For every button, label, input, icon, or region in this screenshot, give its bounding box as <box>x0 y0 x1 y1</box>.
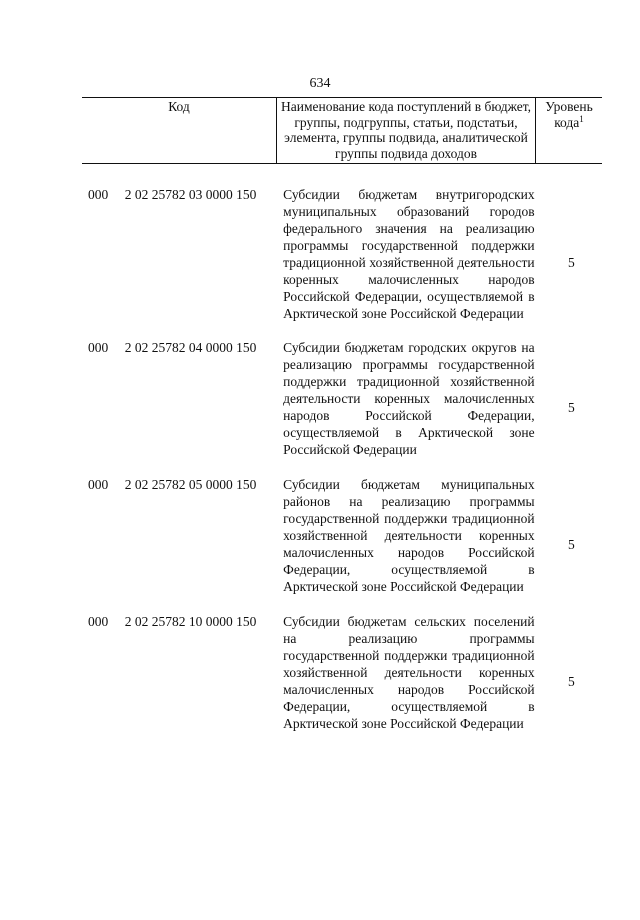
row-code: 2 02 25782 10 0000 150 <box>124 614 257 629</box>
row-level: 5 <box>567 537 575 552</box>
header-code: Код <box>82 98 277 164</box>
table-row <box>82 186 602 339</box>
table-row <box>82 339 602 476</box>
header-level-footnote: 1 <box>579 113 584 124</box>
row-code: 2 02 25782 05 0000 150 <box>124 477 257 492</box>
header-name: Наименование кода поступлений в бюджет, группы, подгруппы, статьи, подстатьи, элемента, группы подвида, аналитической группы подвида доходов <box>277 98 536 164</box>
header-level-label: Уровень кода <box>545 99 593 130</box>
row-code: 2 02 25782 04 0000 150 <box>124 340 257 355</box>
row-prefix: 000 <box>88 477 109 492</box>
row-prefix: 000 <box>88 340 109 355</box>
row-level: 5 <box>567 400 575 415</box>
row-prefix: 000 <box>88 187 109 202</box>
row-name: Субсидии бюджетам внутригородских муниципальных образований городов федерального значения на реализацию программы государственной поддержки традиционной хозяйственной деятельности коренных малочисленных народов Российской Федерации, осуществляемой в Арктической зоне Российской Федерации <box>283 187 535 321</box>
row-name: Субсидии бюджетам муниципальных районов на реализацию программы государственной поддержки традиционной хозяйственной деятельности коренных малочисленных народов Российской Федерации, осуществляемой в Арктической зоне Российской Федерации <box>283 477 535 594</box>
row-level: 5 <box>567 674 575 689</box>
row-code: 2 02 25782 03 0000 150 <box>124 187 257 202</box>
row-name: Субсидии бюджетам сельских поселений на реализацию программы государственной поддержки традиционной хозяйственной деятельности коренных малочисленных народов Российской Федерации, осуществляемой в Арктической зоне Российской Федерации <box>283 614 535 731</box>
row-prefix: 000 <box>88 614 109 629</box>
row-level: 5 <box>567 255 575 270</box>
page-number: 634 <box>309 76 331 91</box>
table-header <box>82 97 602 164</box>
header-level <box>536 98 603 164</box>
row-name: Субсидии бюджетам городских округов на реализацию программы государственной поддержки традиционной хозяйственной деятельности коренных малочисленных народов Российской Федерации, осуществляемой в Арктической зоне Российской Федерации <box>283 340 535 457</box>
table-body <box>82 186 602 750</box>
table-row <box>82 613 602 750</box>
table-row <box>82 476 602 613</box>
